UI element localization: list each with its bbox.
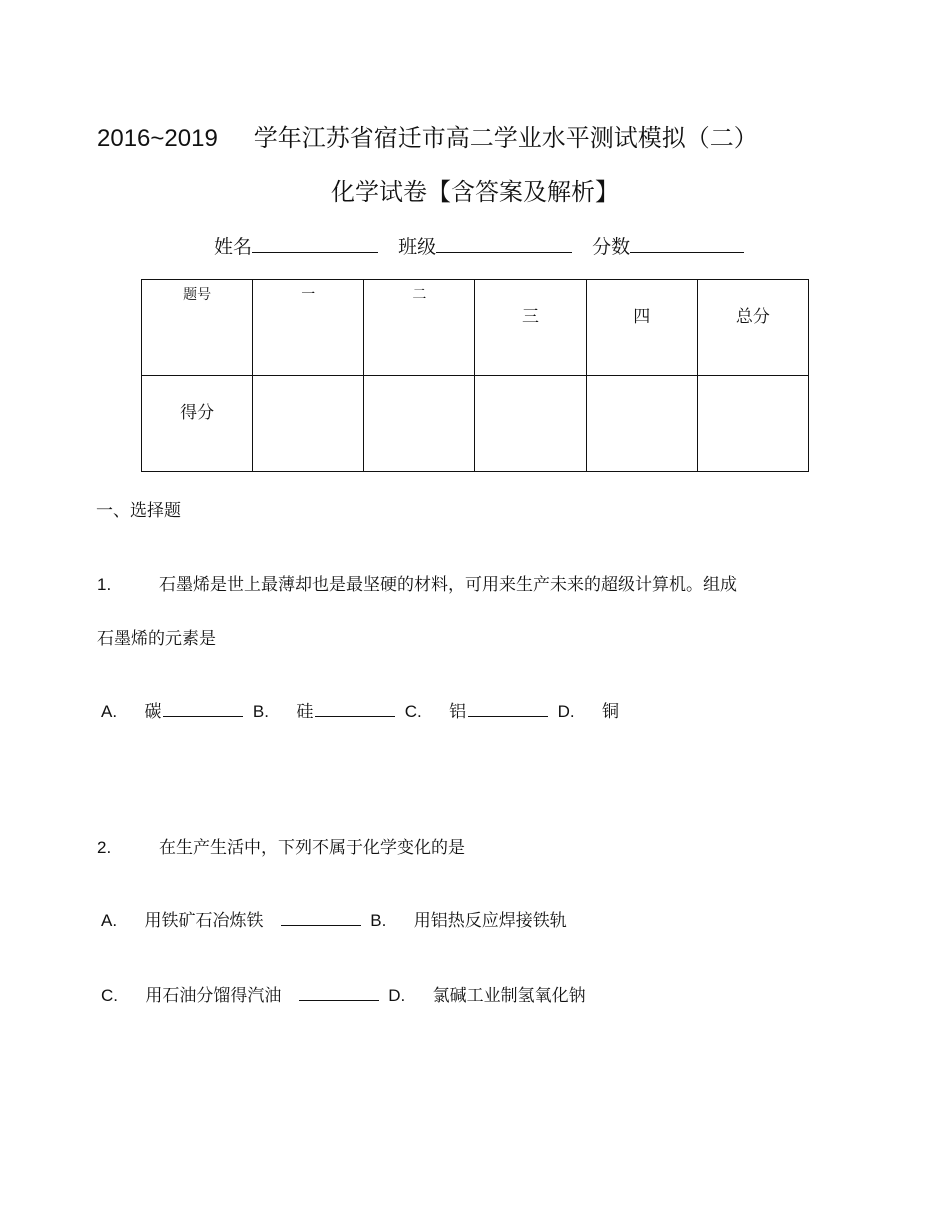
header-cell (697, 280, 808, 376)
option-label: D. (557, 702, 575, 721)
header-cell-text: 一 (301, 287, 316, 303)
class-label: 班级 (398, 236, 437, 258)
option-blank (468, 700, 548, 717)
question-2-options-row2 (101, 981, 586, 1006)
header-cell (253, 280, 364, 376)
option-blank (299, 984, 379, 1001)
option-label: A. (101, 911, 118, 930)
name-label: 姓名 (214, 236, 253, 258)
question-text: 石墨烯是世上最薄却也是最坚硬的材料，可用来生产未来的超级计算机。组成 (159, 575, 737, 595)
score-blank[interactable] (630, 234, 744, 253)
question-2-line1 (97, 833, 465, 858)
header-cell (586, 280, 697, 376)
option-text: 氯碱工业制氢氧化钠 (432, 986, 586, 1006)
score-cell[interactable] (475, 376, 586, 472)
option-blank (163, 700, 243, 717)
option-label: B. (370, 911, 387, 930)
score-table-header-row (142, 280, 809, 376)
score-label: 分数 (592, 236, 631, 258)
question-number: 2. (97, 838, 112, 857)
option-label: D. (388, 986, 406, 1005)
score-table-score-row (142, 376, 809, 472)
header-cell (142, 280, 253, 376)
header-cell (364, 280, 475, 376)
name-blank[interactable] (252, 234, 378, 253)
score-cell[interactable] (364, 376, 475, 472)
option-label: C. (404, 702, 422, 721)
option-text: 铜 (601, 702, 619, 722)
question-2-options-row1 (101, 906, 567, 931)
class-blank[interactable] (436, 234, 572, 253)
score-cell[interactable] (253, 376, 364, 472)
option-text: 用铝热反应焊接铁轨 (413, 911, 567, 931)
page-title-line1 (97, 118, 758, 153)
header-cell (475, 280, 586, 376)
option-blank (281, 909, 361, 926)
option-label: C. (101, 986, 118, 1005)
row-label-text: 得分 (180, 403, 215, 423)
student-info-line (214, 232, 758, 259)
section-heading: 一、选择题 (96, 501, 181, 521)
header-cell-text: 二 (412, 287, 427, 303)
option-text: 用铁矿石冶炼铁 (144, 911, 264, 931)
question-1-options (101, 697, 619, 722)
score-cell[interactable] (586, 376, 697, 472)
question-1-line1 (97, 570, 737, 595)
option-text: 用石油分馏得汽油 (145, 986, 282, 1006)
option-blank (315, 700, 395, 717)
header-cell-text: 题号 (183, 287, 212, 303)
question-number: 1. (97, 575, 112, 594)
page-title-line2: 化学试卷【含答案及解析】 (331, 178, 619, 206)
option-label: B. (252, 702, 269, 721)
header-cell-text: 总分 (735, 307, 770, 327)
score-table (141, 279, 809, 472)
option-text: 碳 (144, 702, 162, 722)
option-text: 硅 (296, 702, 314, 722)
question-text: 在生产生活中，下列不属于化学变化的是 (159, 838, 465, 858)
title-text: 学年江苏省宿迁市高二学业水平测试模拟（二） (253, 124, 758, 152)
score-cell[interactable] (697, 376, 808, 472)
row-label-cell (142, 376, 253, 472)
title-year: 2016~2019 (97, 125, 218, 152)
option-text: 铝 (449, 702, 467, 722)
header-cell-text: 三 (522, 307, 540, 327)
option-label: A. (101, 702, 118, 721)
header-cell-text: 四 (633, 307, 651, 327)
question-1-line2: 石墨烯的元素是 (97, 629, 216, 649)
